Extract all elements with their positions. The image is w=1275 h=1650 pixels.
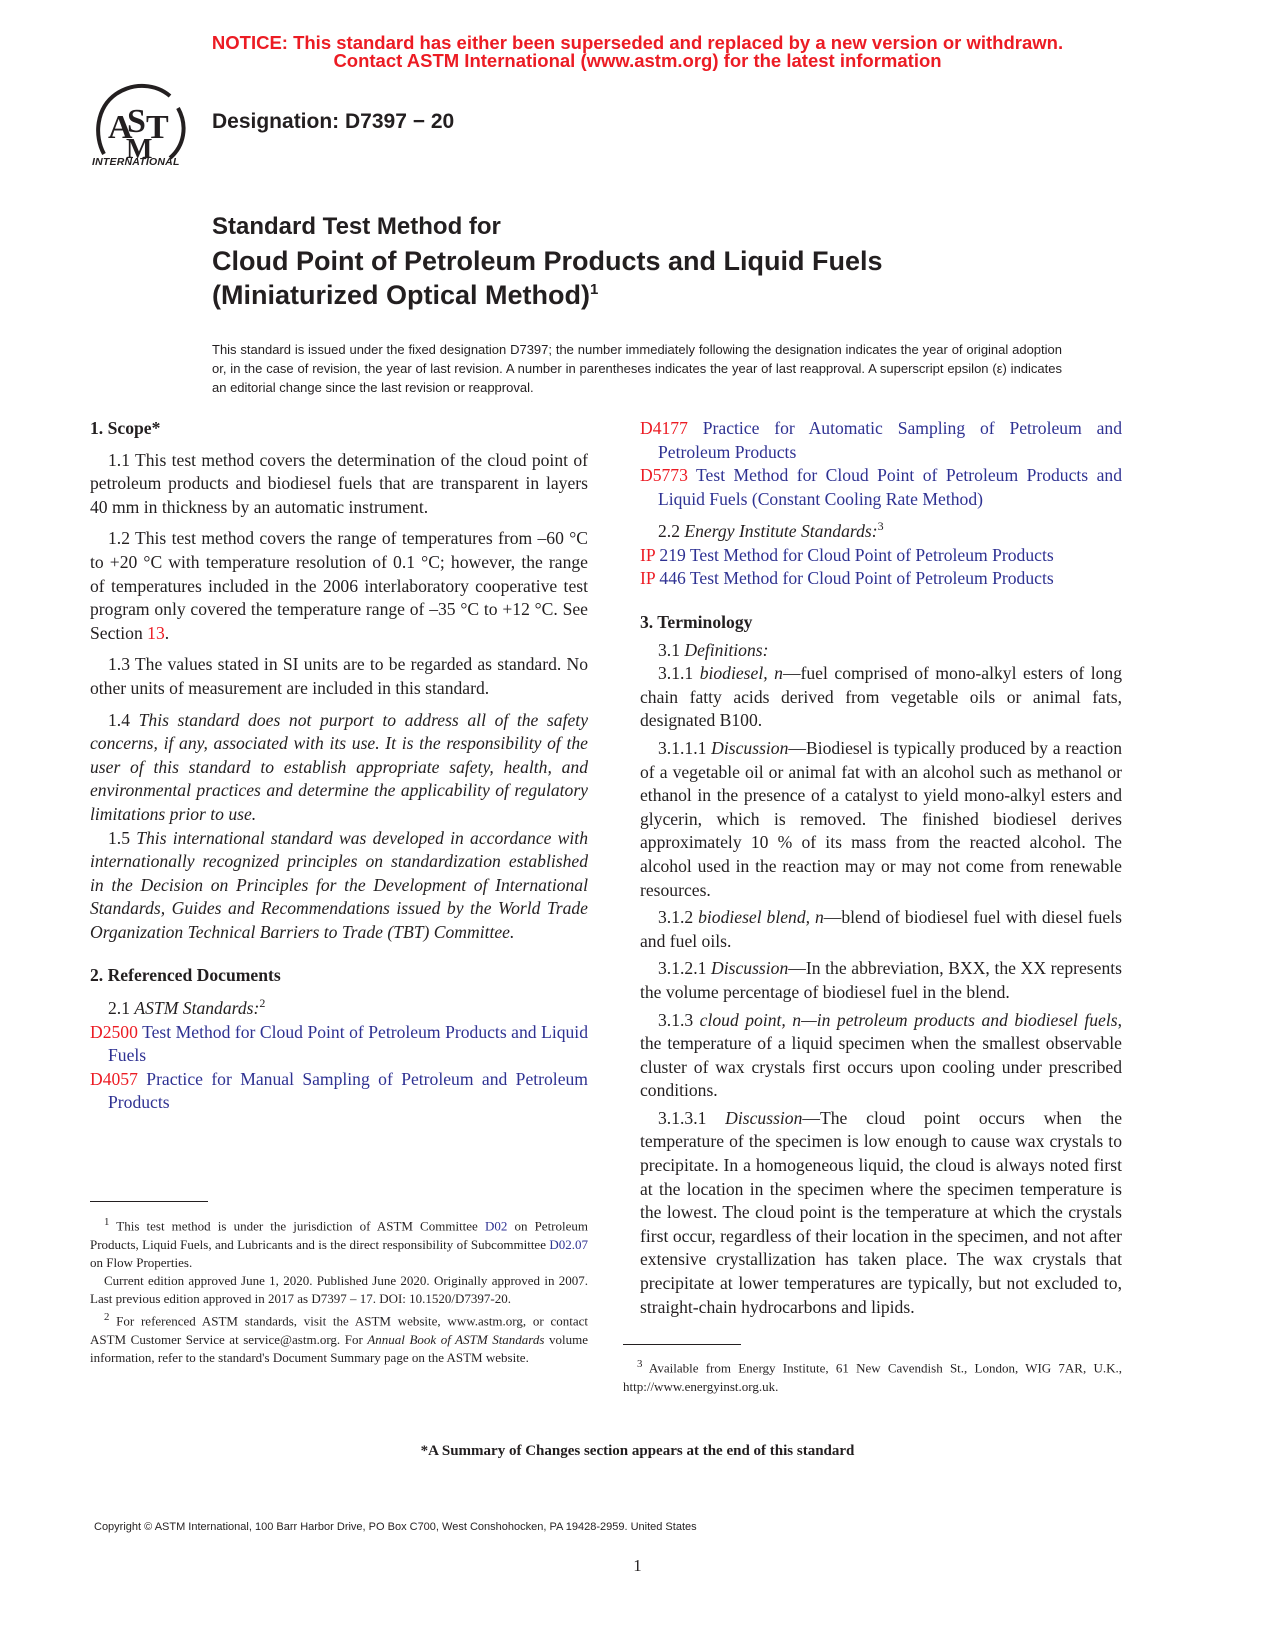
ref-code-ip446[interactable]: IP [640, 568, 655, 589]
svg-text:M: M [126, 134, 153, 165]
para-3-1-2 [640, 906, 1122, 953]
astm-logo [90, 80, 190, 172]
ref-item-d4057[interactable] [90, 1068, 588, 1115]
para-3-1-2-1-text: —In the abbreviation, BXX, the XX represents the volume percentage of biodiesel fuel in the blend. [640, 958, 1122, 1002]
left-column [90, 417, 588, 1115]
footnote-2 [90, 1308, 588, 1367]
para-3-1-2-1-num: 3.1.2.1 [658, 958, 712, 979]
para-1-4-text: This standard does not purport to address all of the safety concerns, if any, associated with its use. It is the responsibility of the user of this standard to establish appropriate safety, health, and environmental practices and determine the applicability of regulatory limitations prior to use. [90, 709, 589, 824]
para-1-5-text: This international standard was developed in accordance with internationally recognized principles on standardization established in the Decision on Principles for the Development of International Standards, Guides and Recommendations issued by the World Trade Organization Technical Barriers to Trade (TBT) Committee. [90, 827, 588, 942]
summary-note: *A Summary of Changes section appears at the end of this standard [420, 1443, 855, 1459]
ref-code-d2500[interactable]: D2500 [90, 1021, 138, 1042]
astm-standards-label: ASTM Standards: [134, 997, 260, 1018]
footnotes-left [90, 1213, 588, 1367]
right-column [640, 417, 1122, 1319]
para-1-3: 1.3 The values stated in SI units are to be regarded as standard. No other units of measurement are included in this standard. [90, 654, 588, 698]
term-biodiesel-blend: biodiesel blend, n [698, 907, 824, 928]
para-3-1-1-num: 3.1.1 [658, 663, 700, 684]
footnote-2-italic: Annual Book of ASTM Standards [367, 1331, 545, 1347]
footnote-1 [90, 1213, 588, 1272]
section-3-heading: 3. Terminology [640, 612, 753, 633]
ref-code-d4177[interactable]: D4177 [640, 418, 688, 438]
definitions-label: Definitions: [684, 639, 769, 660]
astm-standards-sup: 2 [259, 996, 266, 1011]
footnote-1-a: This test method is under the jurisdiction of ASTM Committee [109, 1218, 485, 1234]
para-1-2-text: 1.2 This test method covers the range of temperatures from –60 °C to +20 °C with temperature resolution of 0.1 °C; however, the range of temperatures included in the 2006 interlaboratory cooperative test program only covered the temperature range of –35 °C to +12 °C. See Section [90, 528, 588, 643]
footnote-1-sup: 1 [104, 1216, 110, 1228]
subcommittee-link[interactable]: D02.07 [549, 1236, 588, 1252]
ei-standards-sup: 3 [877, 519, 884, 534]
logo-text: INTERNATIONAL [92, 156, 180, 168]
para-3-1-2-text: —blend of biodiesel fuel with diesel fuels and fuel oils. [640, 907, 1122, 951]
ref-title-ip219[interactable]: 219 Test Method for Cloud Point of Petroleum Products [655, 544, 1054, 565]
para-3-1-1-text: —fuel comprised of mono-alkyl esters of long chain fatty acids derived from vegetable oils or animal fats, designated B100. [640, 663, 1122, 731]
footnote-3 [623, 1355, 1122, 1396]
ref-title-d5773[interactable]: Test Method for Cloud Point of Petroleum Products and Liquid Fuels (Constant Cooling Rate Method) [658, 465, 1122, 509]
footnote-rule-right [623, 1344, 741, 1345]
title-line-3-text: (Miniaturized Optical Method) [212, 280, 590, 310]
para-3-1-1-1-num: 3.1.1.1 [658, 737, 712, 758]
footnote-2-b: volume information, refer to the standard's Document Summary page on the ASTM website. [90, 1331, 588, 1366]
para-1-2-end: . [164, 622, 170, 643]
footnotes-right [623, 1355, 1122, 1396]
discussion-label-3: Discussion [725, 1107, 803, 1128]
para-3-1-3-1 [640, 1107, 1122, 1319]
para-1-4-num: 1.4 [108, 709, 139, 730]
para-3-1-1 [640, 662, 1122, 733]
page-number: 1 [633, 1556, 642, 1575]
para-2-2 [640, 515, 1122, 543]
designation: Designation: D7397 − 20 [212, 110, 455, 133]
para-3-1-3-text: , the temperature of a liquid specimen when the smallest observable cluster of wax crystals first occurs upon cooling under prescribed conditions. [640, 1009, 1122, 1101]
para-3-1-3-num: 3.1.3 [658, 1009, 700, 1030]
para-3-1-num: 3.1 [658, 639, 685, 660]
ref-code-ip219[interactable]: IP [640, 544, 655, 565]
para-2-2-num: 2.2 [658, 521, 685, 542]
discussion-label-2: Discussion [711, 958, 789, 979]
para-3-1-3-1-num: 3.1.3.1 [658, 1107, 726, 1128]
notice-line-2[interactable]: Contact ASTM International (www.astm.org) for the latest information [333, 50, 942, 71]
footnote-rule-left [90, 1201, 208, 1202]
ref-item-d4177[interactable] [640, 417, 1122, 464]
para-2-1 [90, 992, 588, 1020]
term-cloud-point: cloud point, n—in petroleum products and biodiesel fuels [699, 1009, 1118, 1030]
footnote-3-sup: 3 [637, 1358, 643, 1370]
ref-item-d5773[interactable] [640, 464, 1122, 511]
para-3-1-2-num: 3.1.2 [658, 907, 699, 928]
para-3-1-1-1 [640, 737, 1122, 902]
ei-standards-label: Energy Institute Standards: [684, 521, 878, 542]
para-1-4 [90, 709, 588, 827]
committee-d02-link[interactable]: D02 [484, 1218, 508, 1234]
ref-title-ip446[interactable]: 446 Test Method for Cloud Point of Petroleum Products [655, 568, 1054, 589]
para-1-5-num: 1.5 [108, 827, 137, 848]
footnote-1-edition: Current edition approved June 1, 2020. Published June 2020. Originally approved in 2007. Last previous edition approved in 2017 as D7397 – 17. DOI: 10.1520/D7397-20. [90, 1272, 588, 1307]
title-line-3 [212, 280, 598, 311]
section-13-link[interactable]: 13 [147, 622, 165, 643]
title-line-2: Cloud Point of Petroleum Products and Liquid Fuels [212, 246, 883, 276]
term-biodiesel: biodiesel, n [699, 663, 783, 684]
para-3-1 [640, 639, 1122, 663]
ref-item-d2500[interactable] [90, 1021, 588, 1068]
para-3-1-2-1 [640, 957, 1122, 1004]
para-2-1-num: 2.1 [108, 997, 135, 1018]
para-3-1-3-1-text: —The cloud point occurs when the temperature of the specimen is low enough to cause wax crystals to precipitate. In a homogeneous liquid, the cloud is always noted first at the location in the specimen where the specimen temperature is the lowest. The cloud point is the temperature at which the crystals first occur, regardless of their location in the specimen, and not after extensive crystallization has taken place. The wax crystals that precipitate at lower temperatures are typically, but not excluded to, straight-chain hydrocarbons and lipids. [640, 1107, 1123, 1317]
ref-title-d4057[interactable]: Practice for Manual Sampling of Petroleum and Petroleum Products [108, 1068, 588, 1113]
ref-code-d5773[interactable]: D5773 [640, 465, 688, 486]
title-line-1: Standard Test Method for [212, 213, 501, 240]
para-3-1-1-1-text: —Biodiesel is typically produced by a reaction of a vegetable oil or animal fat with an alcohol such as methanol or ethanol in the presence of a catalyst to yield mono-alkyl esters and glycerin, which is removed. The finished biodiesel derives approximately 10 % of its mass from the reacted alcohol. The alcohol used in the reaction may or may not come from renewable resources. [640, 737, 1122, 900]
footnote-1-c: on Flow Properties. [90, 1254, 193, 1270]
footnote-1-b: on Petroleum Products, Liquid Fuels, and Lubricants and is the direct responsibility of Subcommittee [90, 1218, 589, 1252]
para-1-1: 1.1 This test method covers the determination of the cloud point of petroleum products and biodiesel fuels that are transparent in layers 40 mm in thickness by an automatic instrument. [90, 449, 588, 517]
para-3-1-3 [640, 1009, 1122, 1103]
notice-line-1: NOTICE: This standard has either been superseded and replaced by a new version or withdrawn. [211, 32, 1064, 53]
ref-item-ip446[interactable] [640, 567, 1122, 591]
preamble: This standard is issued under the fixed designation D7397; the number immediately following the designation indicates the year of original adoption or, in the case of revision, the year of last revision. A number in parentheses indicates the year of last reapproval. A superscript epsilon (ε) indicates an editorial change since the last revision or reapproval. [212, 342, 1062, 395]
footnote-2-a: For referenced ASTM standards, visit the ASTM website, www.astm.org, or contact ASTM Customer Service at service@astm.org. For [90, 1313, 588, 1347]
discussion-label-1: Discussion [711, 737, 789, 758]
para-1-2 [90, 527, 588, 645]
svg-text:S: S [127, 103, 146, 140]
ref-code-d4057[interactable]: D4057 [90, 1068, 138, 1089]
svg-text:A: A [108, 109, 133, 146]
footnote-3-text: Available from Energy Institute, 61 New Cavendish St., London, WIG 7AR, U.K., http://www.energyinst.org.uk. [623, 1360, 1122, 1394]
ref-item-ip219[interactable] [640, 544, 1122, 568]
section-1-heading: 1. Scope* [90, 418, 161, 438]
ref-title-d4177[interactable]: Practice for Automatic Sampling of Petroleum and Petroleum Products [658, 418, 1122, 462]
copyright: Copyright © ASTM International, 100 Barr Harbor Drive, PO Box C700, West Conshohocken, PA 19428-2959. United States [94, 1521, 697, 1533]
ref-title-d2500[interactable]: Test Method for Cloud Point of Petroleum Products and Liquid Fuels [108, 1021, 588, 1066]
footnote-2-sup: 2 [104, 1311, 110, 1324]
section-2-heading: 2. Referenced Documents [90, 965, 281, 986]
para-1-5 [90, 827, 588, 945]
title-footnote-ref: 1 [590, 281, 599, 298]
svg-text:T: T [146, 109, 169, 146]
